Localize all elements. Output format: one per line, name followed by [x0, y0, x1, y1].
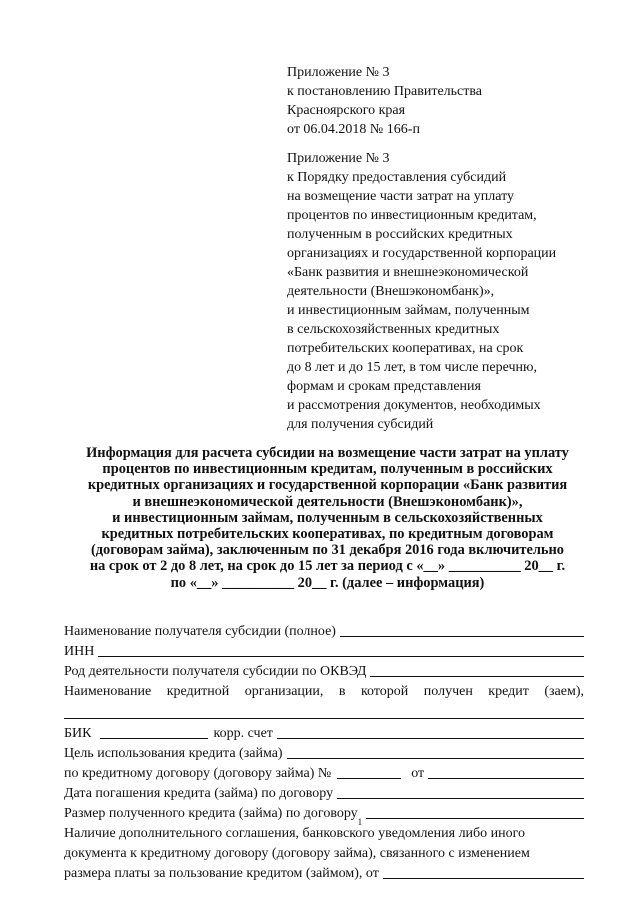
credit-purpose-field[interactable]: [287, 744, 584, 759]
document-title: [40, 445, 615, 591]
appendix-to-procedure: [287, 149, 607, 434]
credit-org-word: в: [338, 684, 346, 699]
appendix-to-resolution: [287, 63, 607, 139]
interest-change-label: размера платы за пользование кредитом (займом), от: [64, 866, 379, 881]
additional-agreement-text: Наличие дополнительного соглашения, банковского уведомления либо иного: [64, 826, 526, 841]
appendix-line: организациях и государственной корпорации: [287, 246, 557, 261]
credit-org-word: кредитной: [166, 684, 230, 699]
credit-org-row: [64, 680, 584, 700]
repayment-date-label: Дата погашения кредита (займа) по договору: [64, 786, 334, 801]
credit-org-word: которой: [360, 684, 409, 699]
credit-amount-row: Размер полученного кредита (займа) по договору 1: [64, 802, 584, 822]
title-line: кредитных организациях и государственной корпорации «Банк развития: [87, 477, 568, 494]
appendix-line: потребительских кооперативах, на срок: [287, 341, 524, 356]
appendix-line: Красноярского края: [287, 103, 406, 118]
bik-row: [64, 722, 584, 742]
credit-org-word: организации,: [244, 684, 324, 699]
title-line: и внешнеэкономической деятельности (Внешэкономбанк)»,: [132, 493, 523, 510]
appendix-line: к Порядку предоставления субсидий: [287, 170, 507, 185]
repayment-date-field[interactable]: [337, 784, 584, 799]
recipient-name-label: Наименование получателя субсидии (полное): [64, 624, 336, 639]
interest-change-row: [64, 862, 584, 882]
title-line: на срок от 2 до 8 лет, на срок до 15 лет за период с «__» __________ 20__ г.: [89, 558, 566, 575]
credit-org-word: Наименование: [64, 684, 152, 699]
appendix-line: к постановлению Правительства: [287, 84, 483, 99]
document-to-contract-row: [64, 842, 584, 862]
title-line: процентов по инвестиционным кредитам, полученным в российских: [102, 461, 553, 478]
appendix-line: и инвестиционным займам, полученным: [287, 303, 530, 318]
title-line: Информация для расчета субсидии на возмещение части затрат на уплату: [86, 445, 569, 461]
credit-contract-number-field[interactable]: [337, 764, 401, 779]
title-line: по «__» __________ 20__ г. (далее – информация): [170, 574, 485, 591]
credit-org-field[interactable]: [64, 704, 584, 719]
corr-account-field[interactable]: [277, 724, 584, 739]
appendix-line: полученным в российских кредитных: [287, 227, 513, 242]
title-line: кредитных потребительских кооперативах, по кредитным договорам: [101, 526, 554, 543]
title-line: (договорам займа), заключенным по 31 декабря 2016 года включительно: [90, 542, 565, 559]
okved-field[interactable]: [370, 662, 584, 677]
credit-purpose-row: [64, 742, 584, 762]
information-form: [64, 620, 584, 882]
credit-contract-row: [64, 762, 584, 782]
inn-label: ИНН: [64, 644, 95, 659]
appendix-line: в сельскохозяйственных кредитных: [287, 322, 500, 337]
credit-amount-field[interactable]: [366, 804, 584, 819]
bik-field[interactable]: [100, 724, 208, 739]
contract-date-field[interactable]: [428, 764, 584, 779]
recipient-name-field[interactable]: [340, 622, 584, 637]
credit-contract-label: по кредитному договору (договору займа) №: [64, 766, 332, 781]
appendix-line: до 8 лет и до 15 лет, в том числе перечню,: [287, 360, 537, 375]
appendix-line: «Банк развития и внешнеэкономической: [287, 265, 529, 280]
recipient-name-row: [64, 620, 584, 640]
appendix-line: от 06.04.2018 № 166-п: [287, 122, 420, 137]
credit-org-word: (заем),: [544, 684, 584, 699]
appendix-line: для получения субсидий: [287, 417, 434, 432]
repayment-date-row: [64, 782, 584, 802]
contract-date-from-label: от: [411, 766, 425, 781]
title-line: и инвестиционным займам, полученным в сельскохозяйственных: [112, 509, 543, 526]
okved-row: [64, 660, 584, 680]
appendix-line: и рассмотрения документов, необходимых: [287, 398, 541, 413]
bik-label: БИК: [64, 726, 92, 741]
inn-row: [64, 640, 584, 660]
credit-purpose-label: Цель использования кредита (займа): [64, 746, 283, 761]
credit-org-word: получен: [423, 684, 473, 699]
inn-field[interactable]: [98, 642, 584, 657]
additional-agreement-row: [64, 822, 584, 842]
document-to-contract-text: документа к кредитному договору (договору займа), связанного с изменением: [64, 846, 530, 861]
appendix-line: Приложение № 3: [287, 151, 390, 166]
appendix-line: деятельности (Внешэкономбанк)»,: [287, 284, 495, 299]
okved-label: Род деятельности получателя субсидии по ОКВЭД: [64, 664, 367, 679]
credit-org-word: кредит: [488, 684, 529, 699]
appendix-line: формам и срокам представления: [287, 379, 481, 394]
credit-amount-label: Размер полученного кредита (займа) по договору: [64, 806, 358, 821]
interest-change-date-field[interactable]: [383, 864, 584, 879]
appendix-line: процентов по инвестиционным кредитам,: [287, 208, 537, 223]
appendix-line: Приложение № 3: [287, 65, 390, 80]
corr-account-label: корр. счет: [213, 726, 273, 741]
credit-org-fill-row: [64, 700, 584, 722]
appendix-line: на возмещение части затрат на уплату: [287, 189, 515, 204]
